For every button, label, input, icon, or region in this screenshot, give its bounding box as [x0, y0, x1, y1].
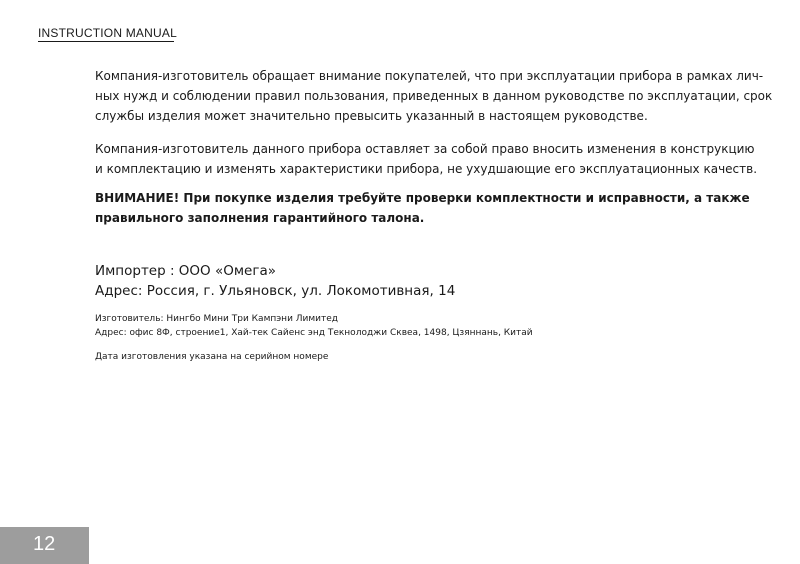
warning-line: правильного заполнения гарантийного талона. — [95, 211, 425, 225]
paragraph-line: службы изделия может значительно превысить указанный в настоящем руководстве. — [95, 109, 648, 123]
header-underline — [38, 41, 174, 42]
page-number-tab — [0, 527, 89, 564]
modification-rights-paragraph — [95, 139, 758, 179]
paragraph-line: и комплектацию и изменять характеристики прибора, не ухудшающие его эксплуатационных качеств. — [95, 162, 758, 176]
page-content — [95, 66, 773, 364]
paragraph-line: Компания-изготовитель данного прибора оставляет за собой право вносить изменения в конструкцию — [95, 142, 755, 156]
document-header: INSTRUCTION MANUAL — [38, 26, 177, 40]
production-date-note: Дата изготовления указана на серийном номере — [95, 352, 329, 362]
importer-block — [95, 261, 735, 301]
paragraph-line: Компания-изготовитель обращает внимание покупателей, что при эксплуатации прибора в рамках лич- — [95, 69, 764, 83]
manufacturer-address: Адрес: офис 8Ф, строение1, Хай-тек Сайенс энд Текнолоджи Сквеа, 1498, Цзяннань, Китай — [95, 328, 533, 338]
service-life-paragraph — [95, 66, 773, 126]
manufacturer-block — [95, 312, 735, 340]
page-number: 12 — [33, 533, 56, 555]
importer-name: Импортер : ООО «Омега» — [95, 263, 276, 279]
manufacturer-name: Изготовитель: Нингбо Мини Три Кампэни Лимитед — [95, 314, 339, 324]
importer-address: Адрес: Россия, г. Ульяновск, ул. Локомотивная, 14 — [95, 283, 456, 299]
warning-line: ВНИМАНИЕ! При покупке изделия требуйте проверки комплектности и исправности, а также — [95, 191, 750, 205]
warning-paragraph — [95, 188, 750, 228]
paragraph-line: ных нужд и соблюдении правил пользования, приведенных в данном руководстве по эксплуатации, срок — [95, 89, 773, 103]
